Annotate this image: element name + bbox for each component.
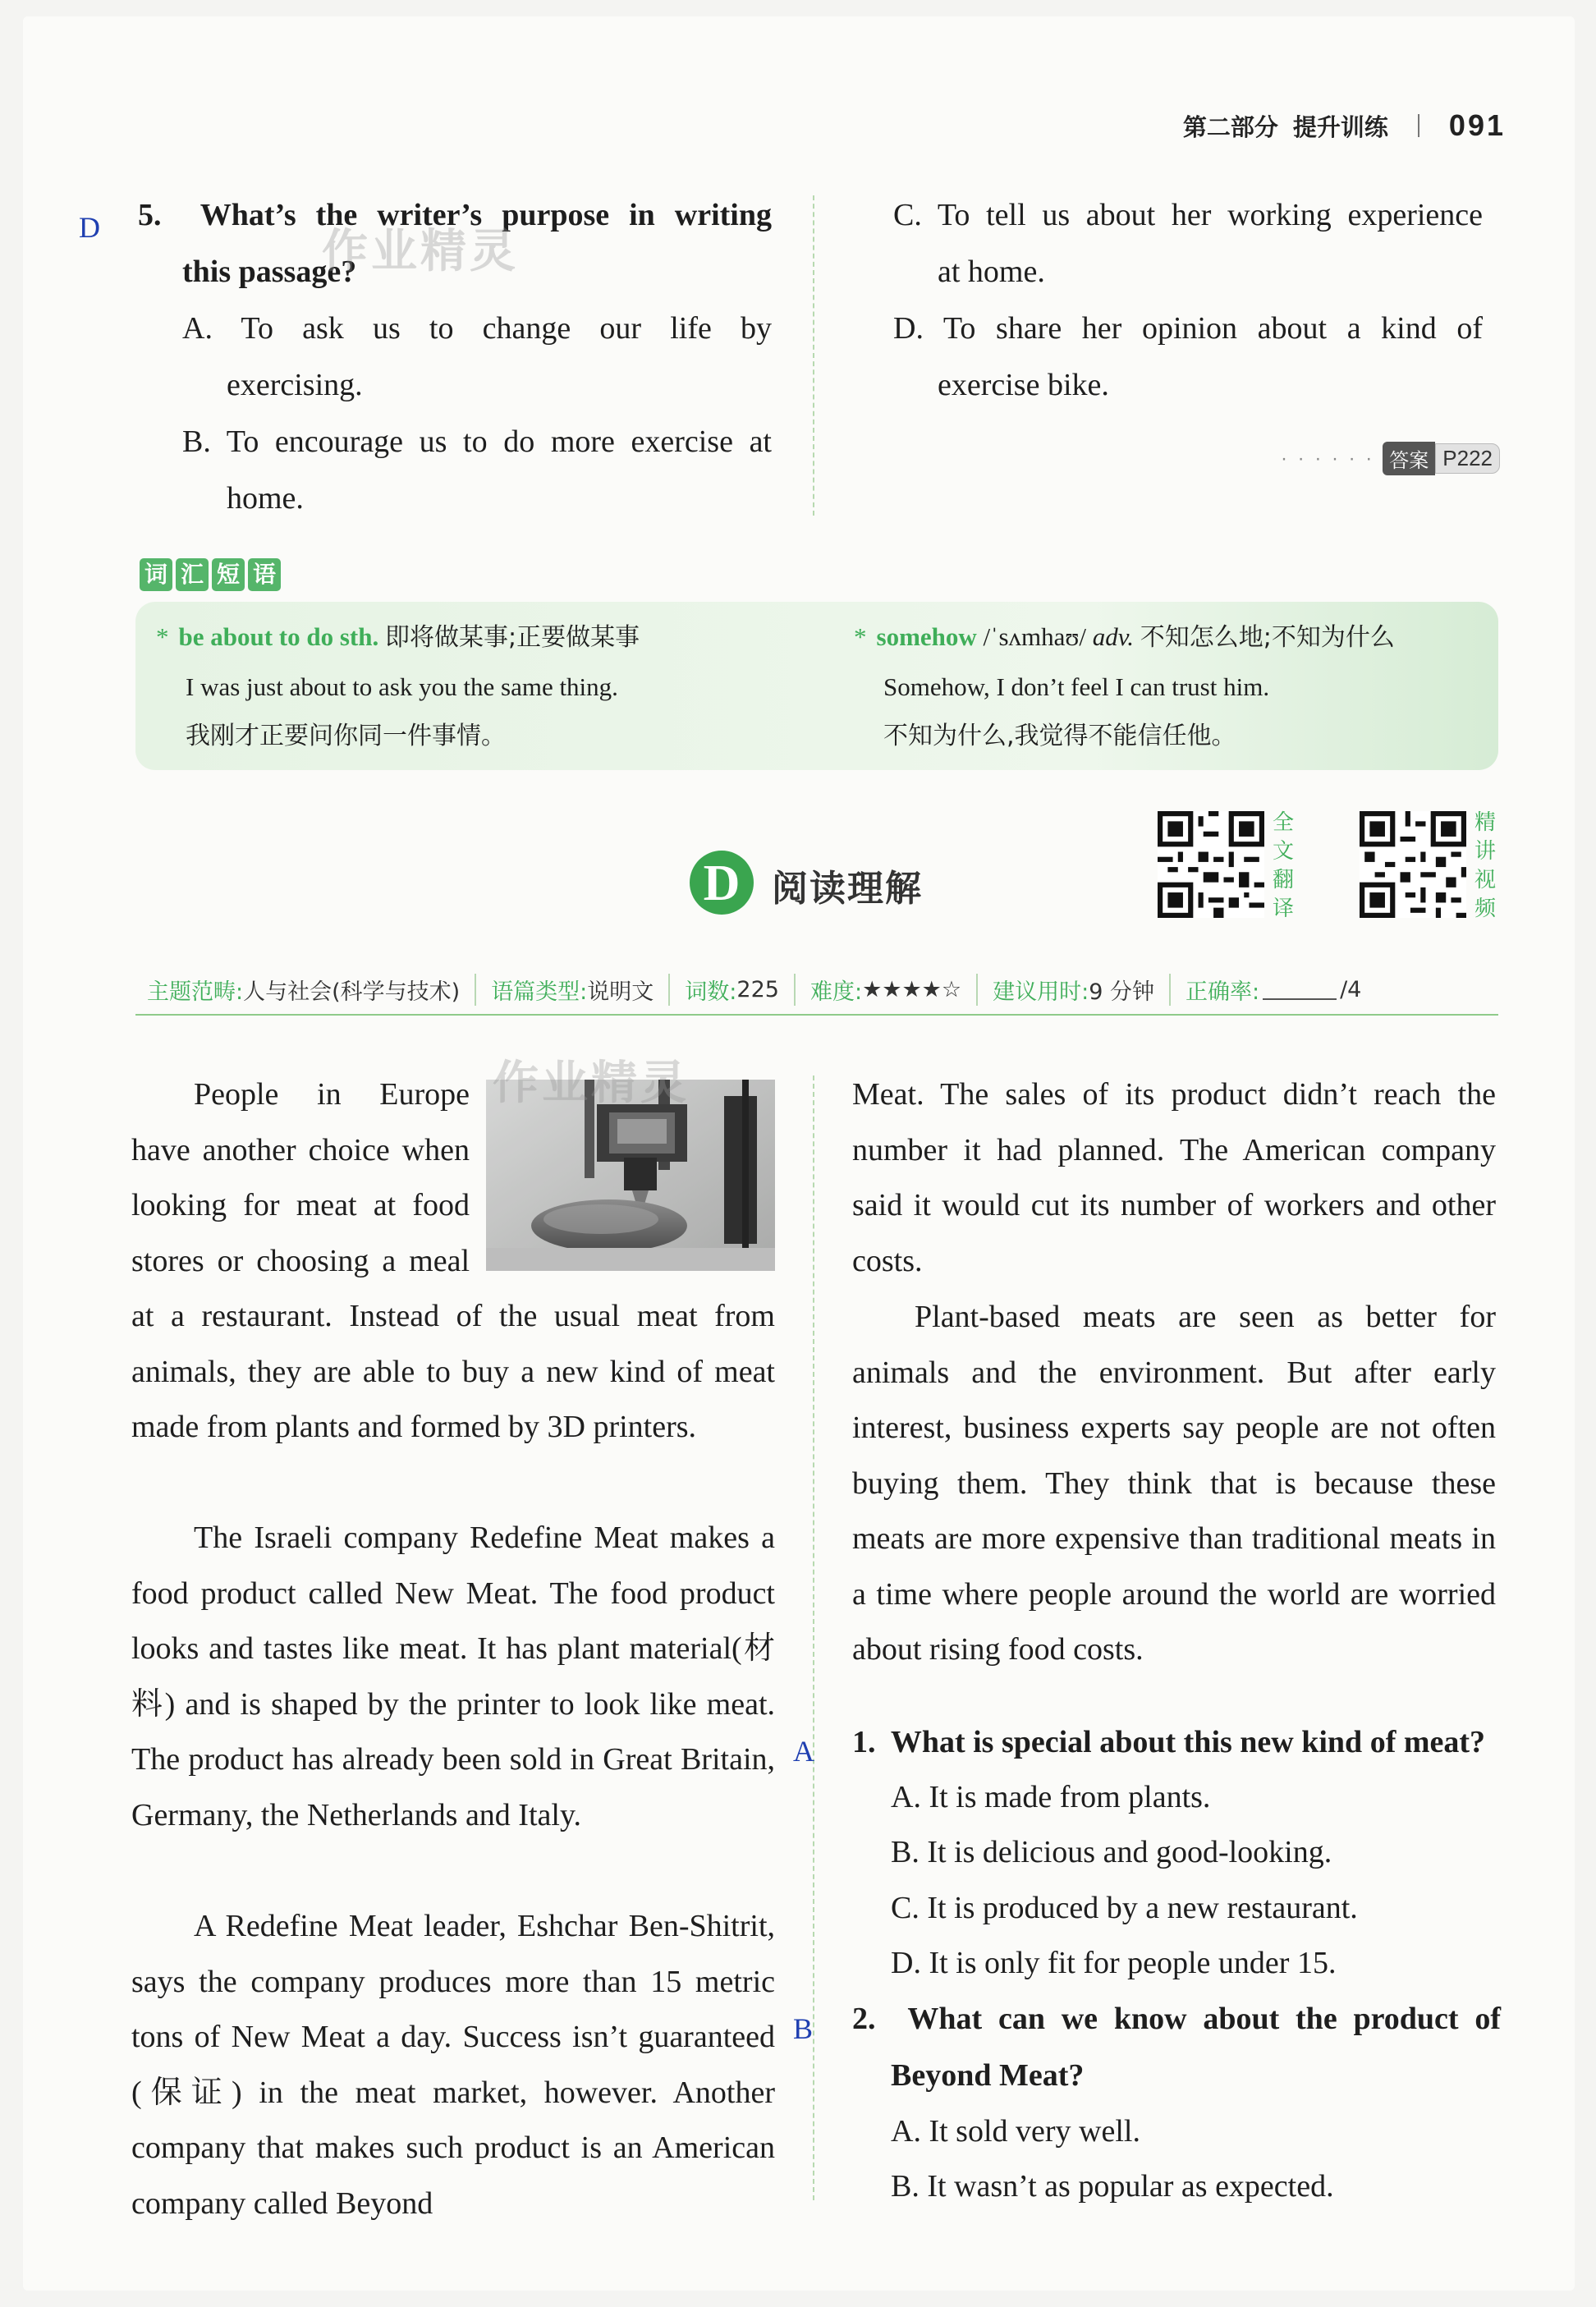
vocab-example: I was just about to ask you the same thing. — [186, 672, 618, 701]
qr-label-char: 精 — [1474, 810, 1496, 835]
info-difficulty — [796, 974, 978, 1006]
qr-label-char: 全 — [1272, 810, 1294, 835]
vocab-title — [140, 558, 281, 591]
answer-reference-tag[interactable] — [1281, 442, 1500, 475]
section-letter-badge: D — [690, 851, 754, 915]
vocab-title-char: 汇 — [176, 558, 209, 591]
passage-line-text: People in Europe — [194, 1077, 470, 1112]
option-d-line2: exercise bike. — [938, 368, 1109, 402]
passage-p1-rest: at a restaurant. Instead of the usual meat from animals, they are able to buy a new kind of meat made from plants and formed by 3D printers. — [131, 1299, 775, 1444]
question-1-option-d[interactable]: D. It is only fit for people under 15. — [891, 1946, 1337, 1980]
page-number: 091 — [1448, 108, 1506, 142]
passage-info-strip — [135, 965, 1498, 1016]
passage-line — [131, 1067, 470, 1123]
question-stem: What is special about this new kind of meat? — [890, 1725, 1486, 1759]
header-divider — [1418, 114, 1419, 137]
accuracy-blank[interactable] — [1263, 979, 1337, 1000]
qr-label-char: 译 — [1272, 897, 1294, 921]
info-label: 词数: — [685, 979, 737, 1005]
question-stem: What can we know about the product of — [907, 2002, 1501, 2036]
question-number: 2. — [852, 2002, 876, 2036]
passage-text: A Redefine Meat leader, Eshchar Ben-Shitrit, says the company produces more than 15 metric tons of New Meat a day. Success isn’t guaranteed (保证) in the meat market, however. Another company that makes such product is an American company called Beyond — [131, 1909, 775, 2221]
qr-label-char: 讲 — [1474, 839, 1496, 864]
qr-label-char: 频 — [1474, 897, 1496, 921]
info-type — [476, 974, 670, 1006]
vocab-translation: 不知为什么,我觉得不能信任他。 — [883, 722, 1236, 750]
question-1-option-a[interactable]: A. It is made from plants. — [891, 1780, 1211, 1814]
passage-p3-continued: Meat. The sales of its product didn’t reach the number it had planned. The American company said it would cut its number of workers and other costs. — [852, 1077, 1496, 1278]
difficulty-stars: ★★★★☆ — [862, 976, 962, 1002]
passage-line: looking for meat at food — [131, 1188, 470, 1222]
running-head — [1183, 108, 1506, 143]
handwritten-answer-mark: A — [793, 1735, 814, 1768]
qr-label-char: 翻 — [1272, 868, 1294, 892]
info-label: 主题范畴: — [147, 979, 244, 1005]
option-b-line1[interactable]: B. To encourage us to do more exercise at — [182, 424, 772, 459]
option-a-line1[interactable]: A. To ask us to change our life by — [182, 311, 772, 346]
watermark: 作业精灵 — [493, 1057, 690, 1110]
vocab-title-char: 短 — [212, 558, 245, 591]
star-bullet: * — [854, 622, 867, 651]
answer-page: P222 — [1435, 443, 1500, 474]
subsection-label: 提升训练 — [1292, 112, 1388, 141]
passage-line: have another choice when — [131, 1132, 470, 1167]
vocab-title-char: 词 — [140, 558, 172, 591]
column-divider-top — [813, 195, 814, 516]
question-1-stem — [852, 1714, 1501, 1770]
question-2-stem-line1 — [852, 1991, 1501, 2047]
info-value: /4 — [1340, 976, 1362, 1002]
vocab-example: Somehow, I don’t feel I can trust him. — [883, 672, 1270, 701]
answer-label: 答案 — [1383, 442, 1435, 475]
handwritten-answer-mark: B — [793, 2012, 814, 2045]
answer-dots: · · · · · · — [1281, 447, 1375, 470]
star-bullet: * — [156, 622, 169, 651]
qr-label-char: 视 — [1474, 868, 1496, 892]
question-5-stem-line2: this passage? — [182, 255, 357, 289]
info-accuracy — [1171, 974, 1376, 1006]
vocab-title-char: 语 — [248, 558, 281, 591]
vocab-right-entry — [854, 612, 1494, 761]
option-a-line2: exercising. — [227, 368, 363, 402]
info-value: 9 分钟 — [1089, 979, 1154, 1005]
qr-label-translation — [1271, 809, 1296, 924]
vocab-meaning: 即将做某事;正要做某事 — [385, 623, 640, 652]
option-c-line1[interactable]: C. To tell us about her working experience — [893, 198, 1483, 232]
section-label: 第二部分 — [1182, 112, 1278, 141]
passage-line: stores or choosing a meal — [131, 1243, 470, 1278]
passage-p4 — [852, 1290, 1496, 1678]
option-c-line2: at home. — [938, 255, 1045, 289]
info-label: 语篇类型: — [491, 979, 588, 1005]
question-number: 1. — [852, 1725, 876, 1759]
passage-text: The Israeli company Redefine Meat makes a food product called New Meat. The food product looks and tastes like meat. It has plant material(材料) and is shaped by the printer to look like meat. The product has already been sold in Great Britain, Germany, the Netherlands and Italy. — [131, 1520, 775, 1832]
info-label: 建议用时: — [993, 979, 1089, 1005]
question-stem: What’s the writer’s purpose in writing — [200, 198, 772, 232]
passage-text: Plant-based meats are seen as better for animals and the environment. But after early interest, business experts say people are not often buying them. They think that is because these meats are more expensive than traditional meats in a time where people around the world are worried about rising food costs. — [852, 1300, 1496, 1667]
qr-code-translation[interactable] — [1158, 811, 1264, 918]
info-theme — [135, 974, 476, 1006]
vocab-phonetic: /ˈsʌmhaʊ/ — [983, 622, 1087, 651]
info-label: 正确率: — [1185, 979, 1260, 1005]
handwritten-answer-mark: D — [79, 211, 100, 244]
watermark: 作业精灵 — [322, 225, 519, 278]
info-value: 说明文 — [587, 979, 654, 1005]
question-2-option-a[interactable]: A. It sold very well. — [891, 2114, 1140, 2149]
vocab-term: be about to do sth. — [178, 622, 379, 651]
info-value: 225 — [736, 976, 779, 1002]
passage-p2 — [131, 1511, 775, 1843]
column-divider-bottom — [813, 1076, 814, 2200]
passage-p1-short-lines — [131, 1067, 470, 1289]
qr-code-video[interactable] — [1360, 811, 1466, 918]
question-1-option-b[interactable]: B. It is delicious and good-looking. — [891, 1835, 1332, 1869]
option-b-line2: home. — [227, 481, 304, 516]
vocab-translation: 我刚才正要问你同一件事情。 — [186, 722, 506, 750]
question-2-stem-line2: Beyond Meat? — [891, 2058, 1085, 2093]
passage-p3 — [131, 1899, 775, 2231]
option-d-line1[interactable]: D. To share her opinion about a kind of — [893, 311, 1483, 346]
qr-label-char: 文 — [1272, 839, 1294, 864]
vocab-left-entry — [156, 612, 805, 761]
question-number: 5. — [138, 198, 162, 232]
info-value: 人与社会(科学与技术) — [243, 979, 461, 1005]
qr-label-video — [1473, 809, 1497, 924]
question-1-option-c[interactable]: C. It is produced by a new restaurant. — [891, 1891, 1358, 1925]
info-words — [670, 974, 796, 1006]
info-time — [978, 974, 1171, 1006]
vocab-term: somehow — [876, 622, 977, 651]
info-label: 难度: — [809, 979, 863, 1005]
section-title: 阅读理解 — [772, 868, 923, 910]
vocab-meaning: 不知怎么地;不知为什么 — [1140, 623, 1395, 652]
question-2-option-b[interactable]: B. It wasn’t as popular as expected. — [891, 2169, 1334, 2204]
vocab-pos: adv. — [1092, 622, 1134, 651]
